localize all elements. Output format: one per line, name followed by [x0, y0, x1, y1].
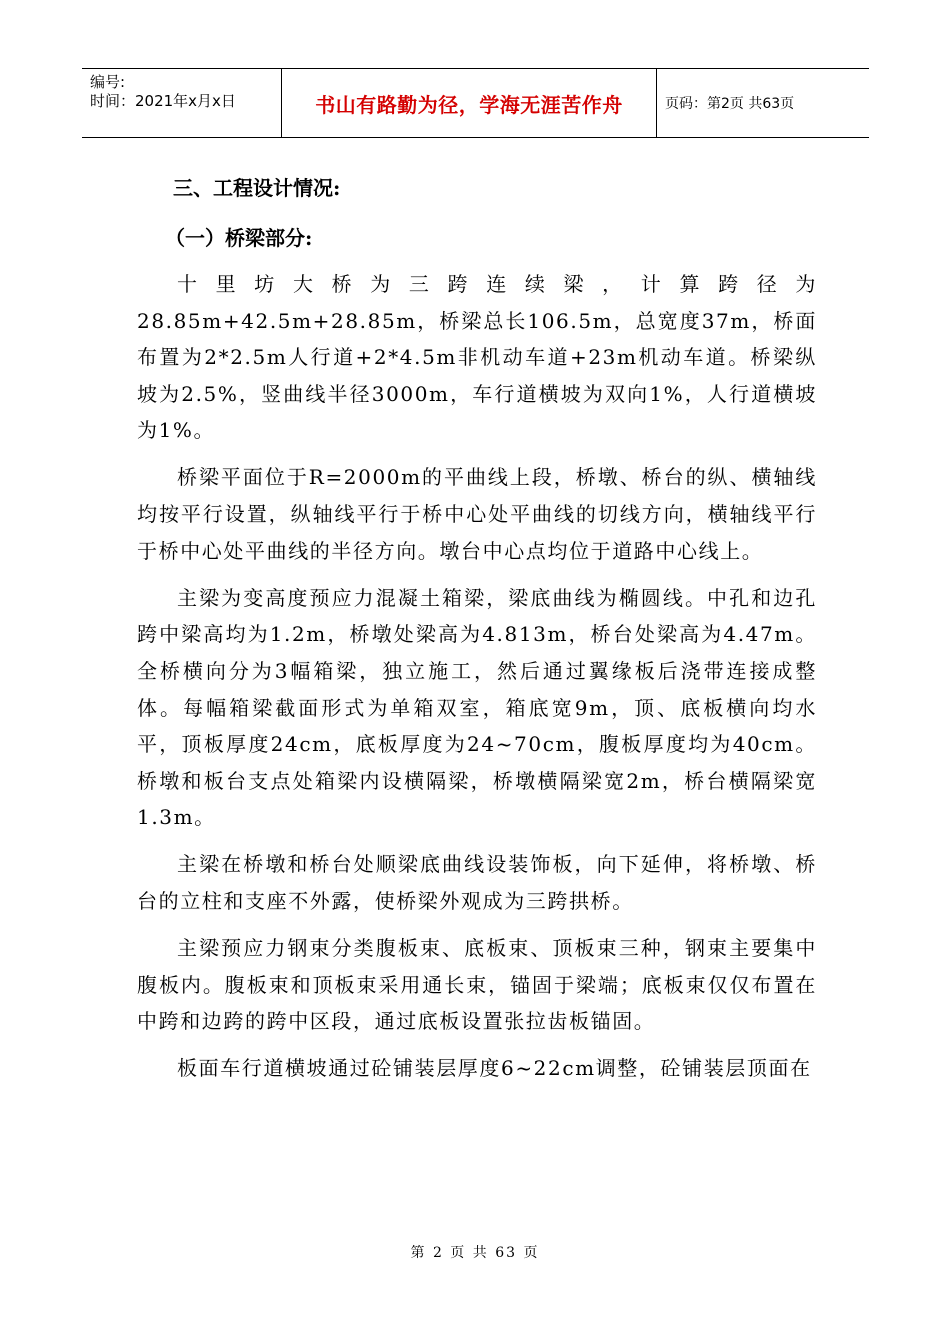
paragraph: 主梁预应力钢束分类腹板束、底板束、顶板束三种，钢束主要集中腹板内。腹板束和顶板束采用通长束，锚固于梁端；底板束仅仅布置在中跨和边跨的跨中区段，通过底板设置张拉齿板锚固。 — [137, 936, 817, 1034]
date-label: 时间：2021年x月x日 — [90, 92, 236, 110]
subsection-title: （一）桥梁部分: — [165, 226, 313, 250]
paragraph: 十里坊大桥为三跨连续梁，计算跨径为28.85m+42.5m+28.85m，桥梁总长106.5m，总宽度37m，桥面布置为2*2.5m人行道+2*4.5m非机动车道+23m机动车道。桥梁纵坡为2.5%，竖曲线半径3000m，车行道横坡为双向1%，人行道横坡为1%。 — [137, 272, 817, 443]
page-header — [82, 68, 869, 138]
paragraph: 主梁在桥墩和桥台处顺梁底曲线设装饰板，向下延伸，将桥墩、桥台的立柱和支座不外露，使桥梁外观成为三跨拱桥。 — [137, 852, 817, 913]
paragraph: 主梁为变高度预应力混凝土箱梁，梁底曲线为椭圆线。中孔和边孔跨中梁高均为1.2m，桥墩处梁高为4.813m，桥台处梁高为4.47m。全桥横向分为3幅箱梁，独立施工，然后通过翼缘板后浇带连接成整体。每幅箱梁截面形式为单箱双室，箱底宽9m，顶、底板横向均水平，顶板厚度24cm，底板厚度为24~70cm，腹板厚度均为40cm。桥墩和板台支点处箱梁内设横隔梁，桥墩横隔梁宽2m，桥台横隔梁宽1.3m。 — [137, 585, 817, 830]
page-footer: 第 2 页 共 63 页 — [410, 1245, 540, 1261]
header-meta — [82, 69, 282, 137]
section-title: 三、工程设计情况: — [173, 176, 341, 200]
document-body — [137, 168, 817, 1087]
header-page-info: 页码：第2页 共63页 — [665, 96, 795, 112]
header-motto: 书山有路勤为径，学海无涯苦作舟 — [282, 69, 657, 137]
paragraph: 板面车行道横坡通过砼铺装层厚度6~22cm调整，砼铺装层顶面在 — [177, 1056, 812, 1081]
doc-number-label: 编号: — [90, 73, 126, 91]
paragraph: 桥梁平面位于R=2000m的平曲线上段，桥墩、桥台的纵、横轴线均按平行设置，纵轴线平行于桥中心处平曲线的切线方向，横轴线平行于桥中心处平曲线的半径方向。墩台中心点均位于道路中心线上。 — [137, 465, 817, 563]
